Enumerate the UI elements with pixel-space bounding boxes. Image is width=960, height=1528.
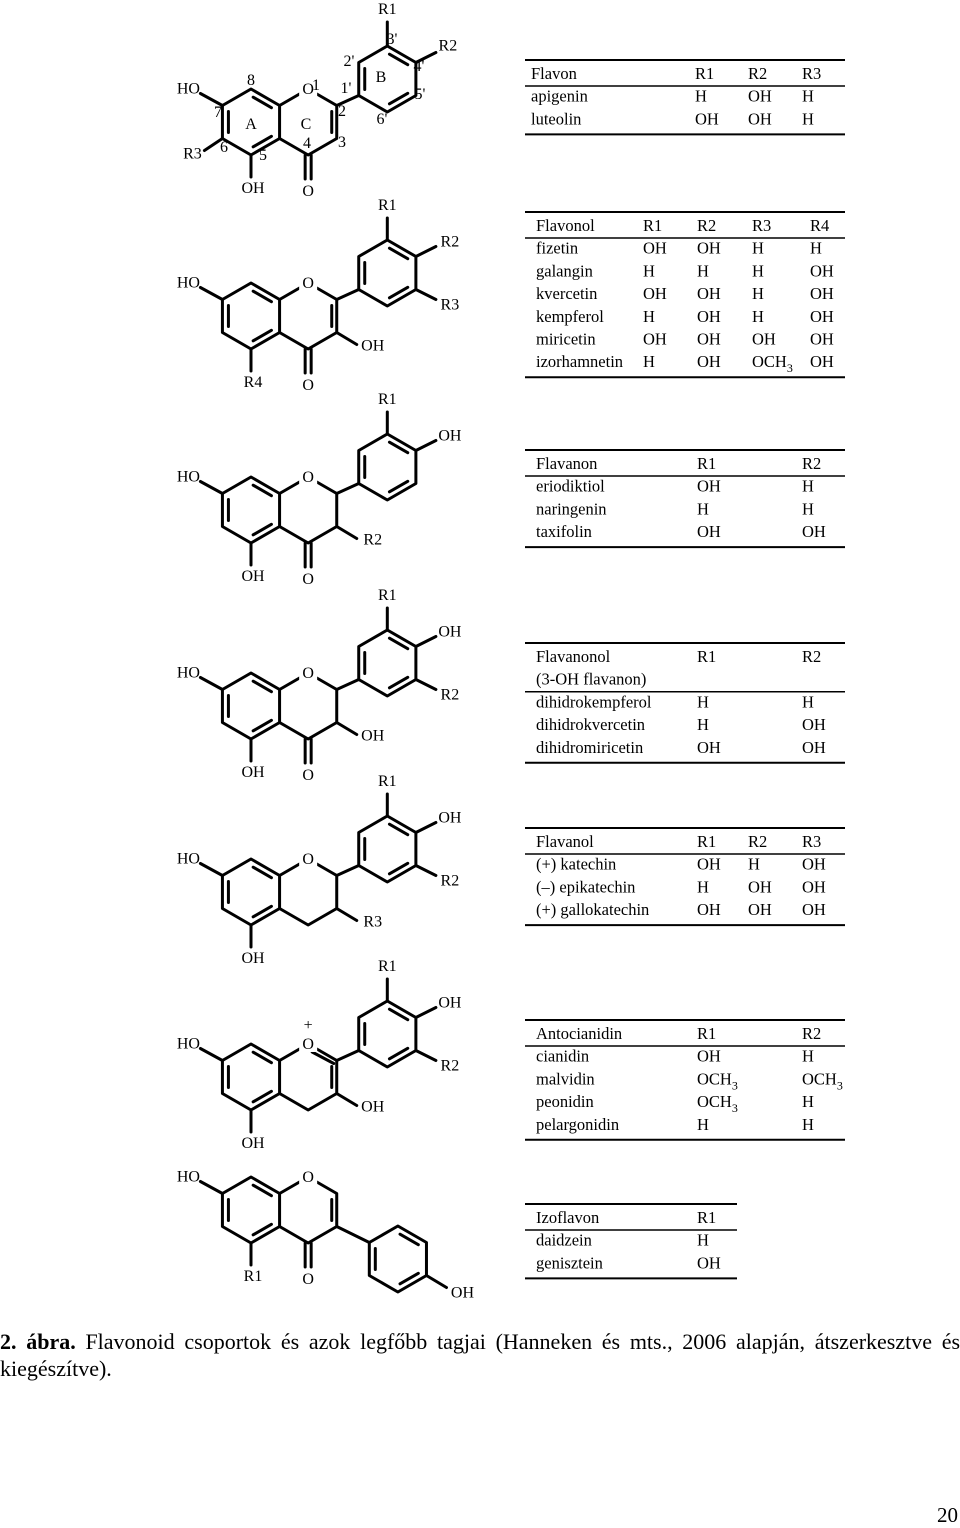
table-cell: H — [643, 261, 655, 281]
table-cell: OH — [697, 238, 721, 258]
flavonol-sub-3: OH — [361, 337, 385, 355]
flavon-atom-number-n3: 3 — [338, 134, 346, 151]
flavanonol-b-sub-oh: OH — [438, 623, 462, 641]
table-column-header: R2 — [802, 647, 822, 666]
flavonol-ring-b — [359, 240, 416, 306]
flavonol-ring-c — [280, 283, 337, 349]
flavon-b-sub-r2: R2 — [438, 37, 458, 55]
antocianidin-sub-5: OH — [241, 1135, 265, 1152]
table-cell: OH — [643, 329, 667, 349]
flavon-carbonyl-oxygen: O — [302, 183, 314, 200]
table-cell: H — [697, 499, 709, 519]
antocianidin-b-sub-r1: R1 — [377, 958, 397, 975]
table-cell: $OCH_3$ — [752, 352, 793, 376]
table-compound-name: izorhamnetin — [536, 352, 624, 372]
table-column-header: R2 — [748, 832, 768, 851]
table-compound-name: (–) epikatechin — [536, 877, 636, 897]
flavon-ho-7: HO — [176, 80, 200, 98]
flavon-sub-5: OH — [241, 180, 265, 197]
flavon-ring-label-a: A — [245, 116, 257, 133]
page-number: 20 — [937, 1503, 958, 1527]
izoflavon-carbonyl-oxygen: O — [302, 1271, 314, 1288]
antocianidin-b-sub-oh: OH — [438, 994, 462, 1012]
table-cell: $OCH_3$ — [802, 1069, 843, 1093]
flavonol-ho7-bond — [200, 288, 222, 300]
flavonol-b-sub-r1: R1 — [377, 197, 397, 214]
table-cell: OH — [748, 86, 772, 106]
flavon-atom-number-n8: 8 — [247, 72, 255, 89]
table-cell: H — [802, 1092, 814, 1112]
flavon-ring-b — [359, 46, 416, 112]
table-cell: H — [697, 692, 709, 712]
structure-flavon — [177, 1, 457, 200]
caption-text: Flavonoid csoportok és azok legfőbb tagjai (Hanneken és mts., 2006 alapján, átszerkesztve és kiegészítve). — [0, 1329, 960, 1381]
flavanol-sub3-bond — [337, 909, 357, 921]
table-cell: H — [697, 715, 709, 735]
table-cell: OH — [643, 284, 667, 304]
table-compound-name: dihidrokempferol — [536, 692, 652, 712]
table-cell: OH — [697, 737, 721, 757]
table-compound-name: (+) gallokatechin — [536, 900, 650, 920]
table-group-name: Flavon — [531, 64, 577, 83]
table-compound-name: fizetin — [536, 238, 579, 258]
table-cell: OH — [697, 1253, 721, 1273]
table-cell: OH — [802, 737, 826, 757]
table-cell: OH — [697, 352, 721, 372]
izoflavon-b-oh: OH — [450, 1284, 475, 1302]
table-column-header: R1 — [697, 832, 717, 851]
table-antocianidin — [525, 1020, 845, 1140]
flavanonol-b-sub-bond — [416, 637, 436, 647]
figure-caption — [0, 1328, 960, 1382]
table-cell: H — [643, 306, 655, 326]
table-cell: OH — [697, 900, 721, 920]
flavanol-c2-b-bond — [337, 866, 359, 876]
izoflavon-ring-oxygen: O — [302, 1169, 314, 1186]
flavon-atom-number-n1p: 1' — [340, 80, 352, 97]
flavanol-b-sub-r2: R2 — [440, 872, 460, 890]
table-subheader: (3-OH flavanon) — [536, 669, 647, 689]
flavonol-sub3-bond — [337, 333, 357, 345]
table-group-name: Izoflavon — [536, 1208, 600, 1227]
table-cell: H — [752, 238, 764, 258]
flavon-sub-6-r3: R3 — [183, 145, 202, 163]
table-group-name: Flavanol — [536, 832, 594, 851]
flavanon-ho-7: HO — [176, 468, 200, 486]
structure-antocianidin — [177, 958, 462, 1152]
table-cell: OH — [802, 900, 826, 920]
flavanonol-ring-c — [280, 673, 337, 739]
flavanol-sub-3: R3 — [363, 913, 383, 931]
flavon-atom-number-n2p: 2' — [343, 53, 355, 70]
table-compound-name: cianidin — [536, 1046, 590, 1066]
table-column-header: R3 — [802, 64, 822, 83]
flavanon-ring-b — [359, 434, 416, 500]
flavanon-ring-oxygen: O — [302, 469, 314, 486]
table-cell: OH — [810, 352, 834, 372]
table-cell: H — [697, 877, 709, 897]
flavanonol-ho7-bond — [200, 678, 222, 690]
table-cell: OH — [810, 284, 834, 304]
izoflavon-c3-b-bond — [337, 1227, 370, 1243]
table-column-header: R1 — [697, 647, 717, 666]
table-cell: H — [802, 499, 814, 519]
table-cell: OH — [802, 877, 826, 897]
flavanonol-sub-3: OH — [361, 727, 385, 745]
flavanol-b-sub-r1: R1 — [377, 773, 397, 790]
izoflavon-ring-b — [369, 1226, 426, 1292]
antocianidin-ho-7: HO — [176, 1035, 200, 1053]
table-cell: OH — [802, 854, 826, 874]
table-cell: OH — [810, 261, 834, 281]
flavanol-b-sub-bond — [416, 866, 436, 876]
structure-flavanonol — [177, 587, 462, 784]
antocianidin-ring-c — [280, 1044, 337, 1110]
table-cell: OH — [748, 877, 772, 897]
flavon-atom-number-n3p: 3' — [386, 31, 398, 48]
flavanonol-ho-7: HO — [176, 664, 200, 682]
table-cell: H — [748, 854, 760, 874]
flavon-ring-oxygen: O — [302, 81, 314, 98]
table-compound-name: taxifolin — [536, 522, 592, 542]
table-flavanon — [525, 450, 845, 547]
table-cell: H — [802, 109, 814, 129]
table-column-header: R1 — [697, 1208, 717, 1227]
table-cell: OH — [810, 329, 834, 349]
izoflavon-ho-7: HO — [176, 1168, 200, 1186]
table-compound-name: kempferol — [536, 306, 604, 326]
flavanol-ring-c — [280, 859, 337, 925]
flavon-atom-number-n4: 4 — [303, 135, 311, 152]
table-compound-name: malvidin — [536, 1069, 595, 1089]
izoflavon-b-oh-bond — [426, 1276, 446, 1288]
izoflavon-ho7-bond — [200, 1182, 222, 1194]
table-cell: H — [752, 284, 764, 304]
table-column-header: R2 — [802, 454, 822, 473]
table-compound-name: galangin — [536, 261, 593, 281]
table-group-name: Flavonol — [536, 216, 595, 235]
flavon-atom-number-n5p: 5' — [414, 86, 426, 103]
flavanon-b-sub-oh: OH — [438, 427, 462, 445]
table-cell: OH — [802, 715, 826, 735]
table-cell: OH — [748, 900, 772, 920]
flavon-atom-number-n7: 7 — [214, 104, 222, 121]
table-flavon — [525, 60, 845, 134]
flavanon-b-sub-bond — [416, 441, 436, 451]
table-compound-name: apigenin — [531, 86, 588, 106]
flavanonol-b-sub-r1: R1 — [377, 587, 397, 604]
flavanon-c2-b-bond — [337, 484, 359, 494]
table-compound-name: kvercetin — [536, 284, 598, 304]
table-cell: OH — [697, 284, 721, 304]
flavonol-ho-7: HO — [176, 274, 200, 292]
flavon-ring-label-c: C — [300, 116, 312, 133]
antocianidin-c2-b-bond — [337, 1051, 359, 1061]
table-cell: OH — [697, 476, 721, 496]
table-flavanonol — [525, 643, 845, 763]
table-cell: H — [697, 261, 709, 281]
table-cell: H — [802, 476, 814, 496]
antocianidin-ring-a — [222, 1044, 279, 1110]
table-izoflavon — [525, 1204, 737, 1278]
flavanonol-b-sub-bond — [416, 680, 436, 690]
table-cell: OH — [697, 1046, 721, 1066]
table-column-header: R1 — [697, 1024, 717, 1043]
structure-flavanol — [177, 773, 462, 967]
flavanol-ring-a — [222, 859, 279, 925]
flavonol-ring-a — [222, 283, 279, 349]
table-compound-name: peonidin — [536, 1092, 594, 1112]
table-cell: H — [643, 352, 655, 372]
table-cell: $OCH_3$ — [697, 1069, 738, 1093]
antocianidin-ring-oxygen: O — [302, 1036, 314, 1053]
flavonol-b-sub-bond — [416, 290, 436, 300]
table-compound-name: genisztein — [536, 1253, 603, 1273]
flavanon-ring-c — [280, 477, 337, 543]
flavanonol-ring-oxygen: O — [302, 665, 314, 682]
table-cell: OH — [802, 522, 826, 542]
table-compound-name: (+) katechin — [536, 854, 617, 874]
table-cell: OH — [695, 109, 719, 129]
flavon-atom-number-n1: 1 — [312, 77, 320, 94]
table-group-name: Antocianidin — [536, 1024, 623, 1043]
flavanon-sub-5: OH — [241, 568, 265, 585]
flavanonol-sub3-bond — [337, 723, 357, 735]
flavon-ring-label-b: B — [375, 69, 387, 86]
flavonol-carbonyl-oxygen: O — [302, 377, 314, 394]
table-group-name: Flavanonol — [536, 647, 611, 666]
table-cell: OH — [748, 109, 772, 129]
table-cell: H — [695, 86, 707, 106]
table-cell: OH — [643, 238, 667, 258]
izoflavon-ring-c — [280, 1177, 337, 1243]
table-compound-name: dihidromiricetin — [536, 737, 644, 757]
table-compound-name: naringenin — [536, 499, 607, 519]
flavanon-ring-a — [222, 477, 279, 543]
flavonol-c2-b-bond — [337, 290, 359, 300]
flavanonol-c2-b-bond — [337, 680, 359, 690]
flavonol-sub-5: R4 — [243, 374, 263, 391]
table-cell: OH — [752, 329, 776, 349]
flavanon-b-sub-r1: R1 — [377, 391, 397, 408]
flavonol-ring-oxygen: O — [302, 275, 314, 292]
flavanol-ho7-bond — [200, 864, 222, 876]
antocianidin-b-sub-bond — [416, 1051, 436, 1061]
table-column-header: R4 — [810, 216, 830, 235]
table-column-header: R1 — [643, 216, 663, 235]
izoflavon-ring-a — [222, 1177, 279, 1243]
flavanol-ho-7: HO — [176, 850, 200, 868]
table-column-header: R1 — [697, 454, 717, 473]
flavon-b-sub-r1: R1 — [377, 1, 397, 18]
flavonol-b-sub-bond — [416, 247, 436, 257]
table-column-header: R2 — [748, 64, 768, 83]
table-cell: OH — [697, 522, 721, 542]
flavanon-sub3-bond — [337, 527, 357, 539]
table-cell: OH — [697, 854, 721, 874]
flavon-atom-number-n5: 5 — [259, 147, 267, 164]
antocianidin-sub-3: OH — [361, 1098, 385, 1116]
table-cell: OH — [810, 306, 834, 326]
table-cell: OH — [697, 329, 721, 349]
table-compound-name: pelargonidin — [536, 1114, 620, 1134]
table-cell: H — [802, 1114, 814, 1134]
table-cell: H — [752, 261, 764, 281]
structure-flavanon — [177, 391, 462, 588]
table-cell: $OCH_3$ — [697, 1092, 738, 1116]
table-cell: OH — [697, 306, 721, 326]
antocianidin-b-sub-r2: R2 — [440, 1057, 460, 1075]
flavanonol-carbonyl-oxygen: O — [302, 767, 314, 784]
izoflavon-sub-5: R1 — [243, 1268, 263, 1285]
table-cell: H — [802, 692, 814, 712]
table-compound-name: luteolin — [531, 109, 582, 129]
table-column-header: R1 — [695, 64, 715, 83]
flavonol-b-sub-r2: R2 — [440, 233, 460, 251]
structure-flavonol — [177, 197, 459, 394]
table-cell: H — [810, 238, 822, 258]
flavon-atom-number-n2: 2 — [338, 103, 346, 120]
flavanol-b-sub-bond — [416, 823, 436, 833]
antocianidin-sub3-bond — [337, 1094, 357, 1106]
flavon-atom-number-n6: 6 — [220, 139, 228, 156]
table-column-header: R2 — [802, 1024, 822, 1043]
flavanon-carbonyl-oxygen: O — [302, 571, 314, 588]
table-compound-name: daidzein — [536, 1230, 592, 1250]
flavanonol-b-sub-r2: R2 — [440, 686, 460, 704]
flavanol-sub-5: OH — [241, 950, 265, 967]
flavanon-ho7-bond — [200, 482, 222, 494]
flavanon-sub-3: R2 — [363, 531, 383, 549]
flavon-atom-number-n6p: 6' — [376, 111, 388, 128]
antocianidin-ring-b — [359, 1001, 416, 1067]
table-group-name: Flavanon — [536, 454, 598, 473]
antocianidin-b-sub-bond — [416, 1008, 436, 1018]
caption-label: 2. ábra. — [0, 1329, 76, 1354]
table-compound-name: dihidrokvercetin — [536, 715, 646, 735]
flavanol-ring-b — [359, 816, 416, 882]
flavonol-b-sub-r3: R3 — [440, 296, 460, 314]
flavanonol-ring-a — [222, 673, 279, 739]
flavanonol-sub-5: OH — [241, 764, 265, 781]
table-cell: H — [752, 306, 764, 326]
table-compound-name: eriodiktiol — [536, 476, 605, 496]
table-flavanol — [525, 828, 845, 925]
flavanonol-ring-b — [359, 630, 416, 696]
flavanol-ring-oxygen: O — [302, 851, 314, 868]
table-cell: H — [802, 1046, 814, 1066]
antocianidin-ho7-bond — [200, 1049, 222, 1061]
flavanol-b-sub-oh: OH — [438, 809, 462, 827]
table-cell: H — [697, 1230, 709, 1250]
structure-izoflavon — [177, 1167, 475, 1302]
table-column-header: R3 — [752, 216, 772, 235]
antocianidin-positive-charge: + — [303, 1017, 313, 1034]
table-compound-name: miricetin — [536, 329, 596, 349]
table-flavonol — [525, 212, 845, 377]
table-cell: H — [697, 1114, 709, 1134]
flavon-atom-number-n4p: 4' — [413, 58, 425, 75]
table-column-header: R3 — [802, 832, 822, 851]
table-column-header: R2 — [697, 216, 717, 235]
table-cell: H — [802, 86, 814, 106]
